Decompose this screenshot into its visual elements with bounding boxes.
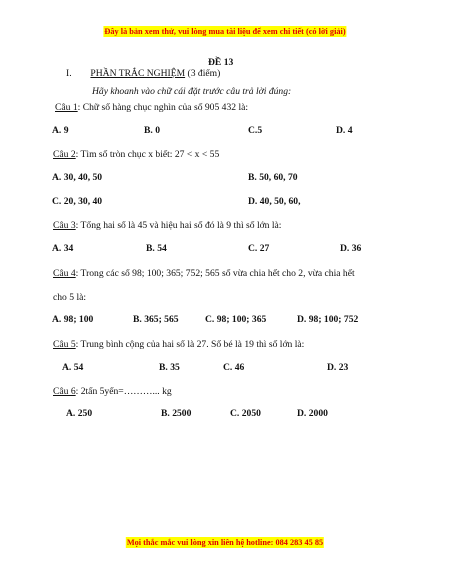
q3-option-a: A. 34 (52, 243, 74, 254)
q5-option-a: A. 54 (62, 362, 84, 373)
preview-notice-banner: Đây là bản xem thử, vui lòng mua tài liệu để xem chi tiết (có lời giải) (104, 27, 346, 36)
q2-option-a: A. 30, 40, 50 (52, 172, 103, 183)
question-text: : Chữ số hàng chục nghìn của số 905 432 là: (77, 102, 249, 113)
question-2 (53, 149, 219, 161)
section-heading (66, 68, 220, 80)
q5-option-b: B. 35 (159, 362, 180, 373)
question-4 (53, 268, 355, 280)
q2-option-d: D. 40, 50, 60, (248, 196, 301, 207)
q6-option-a: A. 250 (66, 408, 93, 419)
question-3 (53, 220, 281, 232)
q5-option-c: C. 46 (223, 362, 245, 373)
q1-option-c: C.5 (248, 125, 263, 136)
q2-option-c: C. 20, 30, 40 (52, 196, 103, 207)
q2-option-b: B. 50, 60, 70 (248, 172, 298, 183)
q4-option-c: C. 98; 100; 365 (205, 314, 267, 325)
q6-option-c: C. 2050 (230, 408, 261, 419)
question-text: : Tổng hai số là 45 và hiệu hai số đó là 9 thì số lớn là: (75, 220, 282, 231)
section-number: I. (66, 68, 72, 79)
q1-option-a: A. 9 (52, 125, 69, 136)
question-label: Câu 6 (53, 386, 76, 397)
q4-option-d: D. 98; 100; 752 (297, 314, 359, 325)
q1-option-d: D. 4 (336, 125, 353, 136)
q3-option-b: B. 54 (146, 243, 167, 254)
question-1 (55, 102, 248, 114)
q3-option-d: D. 36 (340, 243, 362, 254)
question-label: Câu 1 (55, 102, 78, 113)
question-text: : Trong các số 98; 100; 365; 752; 565 số vừa chia hết cho 2, vừa chia hết (75, 268, 355, 279)
question-label: Câu 2 (53, 149, 76, 160)
instruction-text: Hãy khoanh vào chữ cái đặt trước câu trả lời đúng: (92, 86, 292, 97)
question-label: Câu 4 (53, 268, 76, 279)
q3-option-c: C. 27 (248, 243, 270, 254)
section-points: (3 điểm) (187, 68, 221, 79)
question-text: : 2tấn 5yến=………... kg (75, 386, 172, 397)
q6-option-b: B. 2500 (161, 408, 192, 419)
question-6 (53, 386, 172, 398)
exam-title: ĐỀ 13 (208, 57, 234, 68)
section-title: PHẦN TRẮC NGHIỆM (90, 68, 186, 79)
q4-option-a: A. 98; 100 (52, 314, 94, 325)
question-label: Câu 5 (53, 339, 76, 350)
q1-option-b: B. 0 (144, 125, 160, 136)
question-text: : Tìm số tròn chục x biết: 27 < x < 55 (75, 149, 220, 160)
q5-option-d: D. 23 (327, 362, 349, 373)
question-label: Câu 3 (53, 220, 76, 231)
question-4-continuation: cho 5 là: (53, 292, 87, 303)
question-5 (53, 339, 304, 351)
q4-option-b: B. 365; 565 (133, 314, 179, 325)
q6-option-d: D. 2000 (297, 408, 328, 419)
hotline-contact-banner: Mọi thắc mắc vui lòng xin liên hệ hotline: 084 283 45 85 (126, 538, 324, 547)
question-text: : Trung bình cộng của hai số là 27. Số bé là 19 thì số lớn là: (75, 339, 305, 350)
